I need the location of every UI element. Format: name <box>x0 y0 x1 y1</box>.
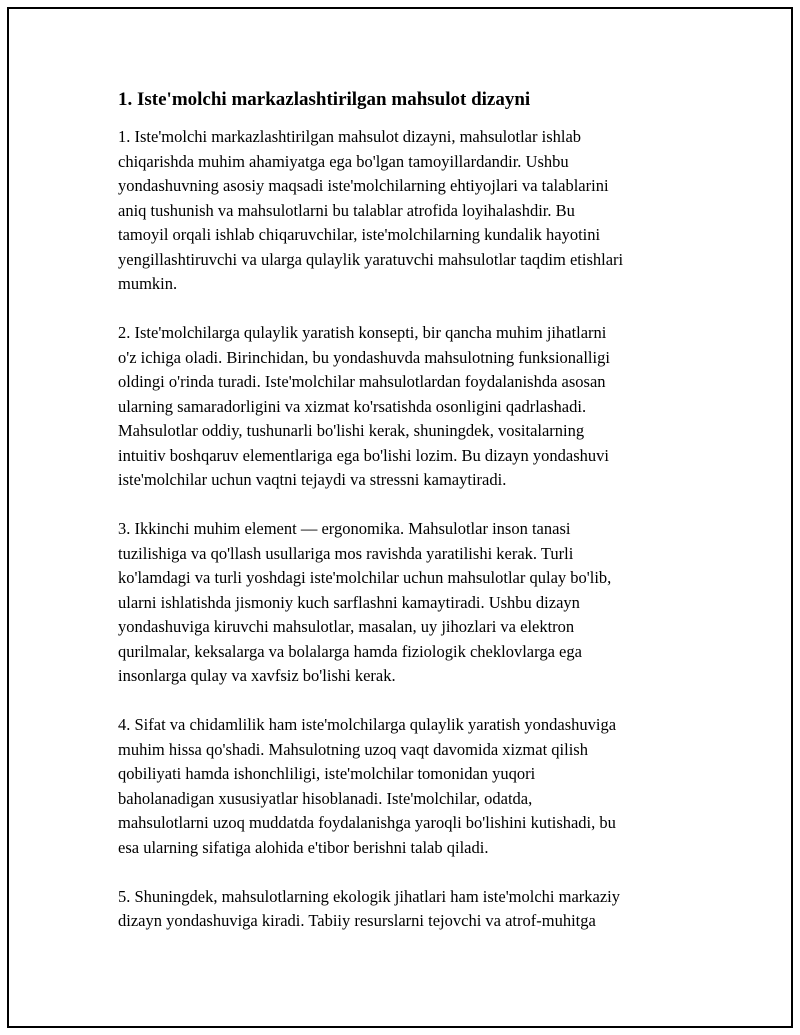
paragraph-line: yondashuvning asosiy maqsadi iste'molchilarning ehtiyojlari va talablarini <box>118 176 609 195</box>
paragraph-line: insonlarga qulay va xavfsiz bo'lishi kerak. <box>118 666 396 685</box>
paragraph-line: chiqarishda muhim ahamiyatga ega bo'lgan tamoyillardandir. Ushbu <box>118 151 569 171</box>
paragraph-line: tamoyil orqali ishlab chiqaruvchilar, iste'molchilarning kundalik hayotini <box>118 225 601 244</box>
paragraph-line: intuitiv boshqaruv elementlariga ega bo'lishi lozim. Bu dizayn yondashuvi <box>118 445 610 465</box>
paragraph-line: oldingi o'rinda turadi. Iste'molchilar mahsulotlardan foydalanishda asosan <box>118 372 606 391</box>
paragraph-line: ko'lamdagi va turli yoshdagi iste'molchilar uchun mahsulotlar qulay bo'lib, <box>118 568 612 587</box>
paragraph-1 <box>118 125 698 297</box>
paragraph-line: esa ularning sifatiga alohida e'tibor berishni talab qiladi. <box>118 837 489 857</box>
paragraph-line: mumkin. <box>118 274 178 293</box>
paragraph-line: 5. Shuningdek, mahsulotlarning ekologik jihatlari ham iste'molchi markaziy <box>118 886 621 906</box>
paragraph-line: Mahsulotlar oddiy, tushunarli bo'lishi kerak, shuningdek, vositalarning <box>118 421 585 440</box>
paragraph-line: 2. Iste'molchilarga qulaylik yaratish konsepti, bir qancha muhim jihatlarni <box>118 323 607 342</box>
document-body <box>118 88 698 958</box>
paragraph-4 <box>118 713 698 860</box>
paragraph-line: tuzilishiga va qo'llash usullariga mos ravishda yaratilishi kerak. Turli <box>118 543 574 563</box>
paragraph-line: ularning samaradorligini va xizmat ko'rsatishda osonligini qadrlashadi. <box>118 396 587 416</box>
paragraph-line: muhim hissa qo'shadi. Mahsulotning uzoq vaqt davomida xizmat qilish <box>118 739 588 759</box>
paragraph-line: 4. Sifat va chidamlilik ham iste'molchilarga qulaylik yaratish yondashuviga <box>118 715 617 734</box>
paragraph-2 <box>118 321 698 493</box>
paragraph-line: 1. Iste'molchi markazlashtirilgan mahsulot dizayni, mahsulotlar ishlab <box>118 127 582 146</box>
paragraph-line: iste'molchilar uchun vaqtni tejaydi va stressni kamaytiradi. <box>118 470 507 489</box>
paragraph-line: baholanadigan xususiyatlar hisoblanadi. Iste'molchilar, odatda, <box>118 788 533 808</box>
section-heading: 1. Iste'molchi markazlashtirilgan mahsulot dizayni <box>118 89 531 110</box>
paragraph-line: yengillashtiruvchi va ularga qulaylik yaratuvchi mahsulotlar taqdim etishlari <box>118 249 624 269</box>
paragraph-line: aniq tushunish va mahsulotlarni bu talablar atrofida loyihalashdir. Bu <box>118 200 575 220</box>
paragraph-5 <box>118 885 698 934</box>
paragraph-line: ularni ishlatishda jismoniy kuch sarflashni kamaytiradi. Ushbu dizayn <box>118 592 580 612</box>
paragraph-line: qobiliyati hamda ishonchliligi, iste'molchilar tomonidan yuqori <box>118 764 536 783</box>
paragraph-line: mahsulotlarni uzoq muddatda foydalanishga yaroqli bo'lishini kutishadi, bu <box>118 813 616 832</box>
paragraph-3 <box>118 517 698 689</box>
paragraph-line: qurilmalar, keksalarga va bolalarga hamda fiziologik cheklovlarga ega <box>118 641 582 661</box>
paragraph-line: yondashuviga kiruvchi mahsulotlar, masalan, uy jihozlari va elektron <box>118 617 575 636</box>
paragraph-line: dizayn yondashuviga kiradi. Tabiiy resurslarni tejovchi va atrof-muhitga <box>118 911 596 930</box>
paragraph-line: o'z ichiga oladi. Birinchidan, bu yondashuvda mahsulotning funksionalligi <box>118 347 610 367</box>
paragraph-line: 3. Ikkinchi muhim element — ergonomika. Mahsulotlar inson tanasi <box>118 519 571 538</box>
